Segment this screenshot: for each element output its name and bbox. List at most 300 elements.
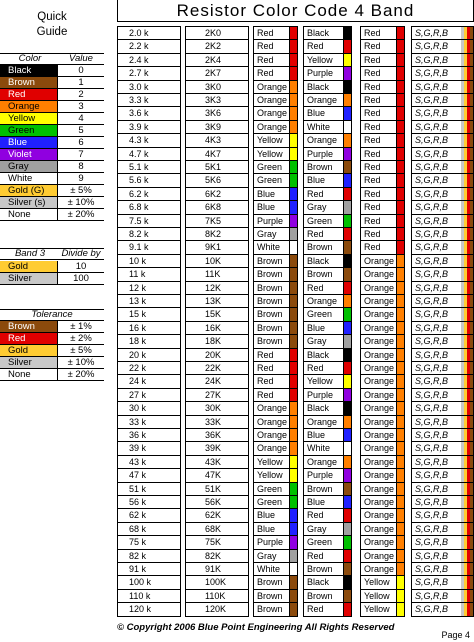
band3-cell [361,107,404,120]
band3-row [0,273,104,285]
cell-text: Yellow [257,135,283,146]
band-color-swatch [396,148,404,160]
tolerance-cell [412,308,473,321]
cell-text: Orange [364,309,395,320]
band3-cell [361,375,404,388]
tolerance-stripe [470,201,473,213]
color-value: 1 [78,77,84,88]
tolerance-stripes [461,509,473,521]
band1-cell [254,335,297,348]
band-color-swatch [343,456,351,468]
band-color-swatch [289,442,297,454]
tolerance-cell [412,335,473,348]
cell-text: Brown [307,483,333,494]
cell-text: 3K9 [205,121,222,132]
tolerance-stripe [470,241,473,253]
tolerance-stripe [470,429,473,441]
code-cell [186,134,248,147]
cell-text: Yellow [307,54,333,65]
cell-text: Red [364,68,381,79]
cell-text: Red [257,54,274,65]
band1-cell [254,148,297,161]
tolerance-cell [412,241,473,254]
cell-text: 30K [205,403,222,414]
band2-cell [304,81,351,94]
code-cell [186,550,248,563]
cell-text: Black [307,255,330,266]
cell-text: 24K [205,376,222,387]
band-color-swatch [289,469,297,481]
band1-cell [254,54,297,67]
band-color-swatch [396,81,404,93]
band-color-swatch [396,121,404,133]
band1-cell [254,268,297,281]
band-color-swatch [396,483,404,495]
cell-text: Orange [364,456,395,467]
tolerance-stripe [470,442,473,454]
tolerance-stripe [470,228,473,240]
tolerance-value: ± 20% [67,369,95,380]
tolerance-row [0,357,104,369]
band3-column [360,26,405,617]
band1-cell [254,107,297,120]
band-color-swatch [289,148,297,160]
cell-text: Orange [257,416,288,427]
cell-text: S,G,R,B [415,269,449,280]
cell-text: Blue [307,108,326,119]
cell-text: 4.3 k [129,135,149,146]
band2-cell [304,188,351,201]
cell-text: 33K [205,416,222,427]
cell-text: Orange [364,443,395,454]
band-color-swatch [396,375,404,387]
band-color-swatch [343,576,351,588]
band3-cell [361,496,404,509]
band-color-swatch [289,362,297,374]
band-color-swatch [396,550,404,562]
band-color-swatch [343,40,351,52]
cell-text: 3K6 [205,108,222,119]
cell-text: 12 k [129,282,147,293]
band-color-swatch [396,322,404,334]
band3-cell [361,81,404,94]
quick-guide-title-line2: Guide [36,26,68,38]
tolerance-value: ± 2% [70,333,92,344]
tolerance-stripe [470,496,473,508]
band3-color-swatch: Silver [0,273,58,284]
code-cell [186,188,248,201]
cell-text: Orange [257,121,288,132]
band2-cell [304,523,351,536]
tolerance-stripes [461,483,473,495]
value-cell [118,375,180,388]
cell-text: 4K3 [205,135,222,146]
cell-text: S,G,R,B [415,309,449,320]
band1-cell [254,469,297,482]
cell-text: 3.3 k [129,95,149,105]
tolerance-stripes [461,255,473,267]
band1-cell [254,228,297,241]
cell-text: 9.1 k [129,242,149,253]
tolerance-stripe [470,483,473,495]
code-cell [186,121,248,134]
band-color-swatch [396,349,404,361]
band-color-swatch [289,509,297,521]
band-color-swatch [396,188,404,200]
band2-cell [304,483,351,496]
cell-text: Orange [307,296,338,306]
band3-cell [361,416,404,429]
cell-text: S,G,R,B [415,456,449,467]
cell-text: S,G,R,B [415,162,449,172]
tolerance-cell [412,389,473,402]
band2-cell [304,268,351,281]
cell-text: 2K7 [205,68,222,79]
tolerance-stripe [470,416,473,428]
cell-text: S,G,R,B [415,282,449,293]
band-color-swatch [396,563,404,575]
tolerance-cell [412,456,473,469]
cell-text: S,G,R,B [415,121,449,132]
band-color-swatch [289,174,297,186]
tolerance-column [411,26,474,617]
color-color-swatch: Black [0,65,58,76]
band2-cell [304,536,351,549]
band-color-swatch [343,496,351,508]
cell-text: 10K [205,255,222,266]
cell-text: S,G,R,B [415,497,449,507]
band3-cell [361,255,404,268]
value-cell [118,496,180,509]
cell-text: 6.2 k [129,188,149,199]
band-color-swatch [289,563,297,575]
color-row [0,101,104,113]
cell-text: 5K1 [205,162,222,172]
tolerance-row [0,321,104,333]
band-color-swatch [343,550,351,562]
cell-text: Brown [307,242,333,253]
value-cell [118,81,180,94]
value-cell [118,308,180,321]
band-color-swatch [343,188,351,200]
code-cell [186,576,248,589]
cell-text: Orange [364,282,395,293]
code-cell [186,161,248,174]
tolerance-stripes [461,148,473,160]
tolerance-cell [412,576,473,589]
tolerance-cell [412,215,473,228]
cell-text: 22 k [129,363,147,373]
band3-header-left: Band 3 [14,248,46,259]
band1-cell [254,295,297,308]
cell-text: Blue [307,430,326,440]
cell-text: 100K [205,577,227,588]
code-cell [186,322,248,335]
cell-text: Black [307,577,330,588]
band3-cell [361,335,404,348]
tolerance-stripes [461,241,473,253]
quick-guide-title-line1: Quick [37,11,67,23]
color-row [0,65,104,77]
cell-text: Red [307,550,324,561]
band2-cell [304,174,351,187]
band-color-swatch [343,228,351,240]
cell-text: 39K [205,443,222,454]
band-color-swatch [289,536,297,548]
cell-text: Gray [307,523,327,534]
band-color-swatch [289,27,297,39]
band1-cell [254,174,297,187]
cell-text: 12K [205,282,222,293]
color-row [0,89,104,101]
cell-text: 9K1 [205,242,222,253]
band-color-swatch [396,255,404,267]
tolerance-stripes [461,27,473,39]
code-cell [186,228,248,241]
cell-text: Purple [257,215,284,226]
cell-text: 47K [205,470,222,481]
cell-text: Red [257,28,274,38]
cell-text: S,G,R,B [415,550,449,561]
tolerance-cell [412,174,473,187]
band-color-swatch [396,590,404,602]
band-color-swatch [289,268,297,280]
tolerance-cell [412,375,473,388]
band1-cell [254,429,297,442]
cell-text: Orange [257,95,288,105]
band3-cell [361,429,404,442]
tolerance-stripes [461,228,473,240]
cell-text: 82K [205,550,222,561]
code-cell [186,402,248,415]
cell-text: Brown [257,336,283,347]
cell-text: Orange [364,470,395,481]
color-row [0,173,104,185]
tolerance-stripe [470,322,473,334]
tolerance-row [0,369,104,381]
cell-text: Blue [257,523,276,534]
tolerance-cell [412,188,473,201]
value-cell [118,188,180,201]
value-cell [118,148,180,161]
cell-text: 68K [205,523,222,534]
color-value: ± 5% [70,185,92,196]
band-color-swatch [343,349,351,361]
cell-text: Red [364,148,381,159]
band3-cell [361,241,404,254]
cell-text: 4K7 [205,148,222,159]
band3-row [0,261,104,273]
band3-cell [361,268,404,281]
cell-text: 11 k [129,269,146,280]
value-cell [118,228,180,241]
code-cell [186,174,248,187]
tolerance-cell [412,67,473,80]
color-row [0,197,104,209]
tolerance-stripe [470,174,473,186]
band-color-swatch [289,188,297,200]
value-cell [118,389,180,402]
band-color-swatch [289,121,297,133]
band2-cell [304,201,351,214]
cell-text: S,G,R,B [415,135,449,146]
cell-text: Orange [364,564,395,574]
color-color-swatch: White [0,173,58,184]
tolerance-stripes [461,523,473,535]
cell-text: Brown [307,564,333,574]
band3-cell [361,536,404,549]
cell-text: 16K [205,322,222,333]
tolerance-stripes [461,94,473,106]
cell-text: S,G,R,B [415,188,449,199]
band-color-swatch [289,54,297,66]
cell-text: 3K3 [205,95,222,105]
band3-cell [361,576,404,589]
band2-cell [304,563,351,576]
cell-text: Blue [257,202,276,213]
cell-text: Orange [364,416,395,427]
cell-text: 2.2 k [129,41,149,52]
color-row [0,209,104,221]
cell-text: Red [307,229,324,239]
tolerance-stripes [461,603,473,615]
tolerance-stripes [461,496,473,508]
cell-text: Red [364,135,381,146]
band-color-swatch [289,134,297,146]
value-cell [118,523,180,536]
cell-text: Red [364,188,381,199]
tolerance-stripe [470,188,473,200]
cell-text: Red [364,54,381,65]
band-color-swatch [396,94,404,106]
cell-text: S,G,R,B [415,255,449,266]
code-cell [186,295,248,308]
band1-cell [254,483,297,496]
cell-text: Green [307,537,333,548]
cell-text: Orange [364,269,395,280]
tolerance-stripe [470,469,473,481]
value-cell [118,161,180,174]
cell-text: Red [307,510,324,521]
tolerance-cell [412,563,473,576]
cell-text: 5.6 k [129,175,149,186]
code-cell [186,40,248,53]
band-color-swatch [289,40,297,52]
band2-cell [304,590,351,603]
cell-text: 2K2 [205,41,222,52]
cell-text: 2K0 [205,28,222,38]
code-cell [186,27,248,40]
tolerance-stripe [470,362,473,374]
color-color-swatch: Yellow [0,113,58,124]
cell-text: Black [307,349,330,360]
tolerance-stripes [461,322,473,334]
tolerance-cell [412,54,473,67]
tolerance-header-label: Tolerance [31,309,73,320]
band-color-swatch [343,469,351,481]
band-color-swatch [396,576,404,588]
band1-cell [254,536,297,549]
code-cell [186,416,248,429]
color-color-swatch: Green [0,125,58,136]
cell-text: S,G,R,B [415,336,449,347]
cell-text: 27 k [129,389,147,400]
band2-cell [304,308,351,321]
band1-cell [254,576,297,589]
band-color-swatch [343,134,351,146]
band2-cell [304,349,351,362]
value-cell [118,536,180,549]
cell-text: Red [257,41,274,52]
band-color-swatch [289,215,297,227]
tolerance-stripes [461,134,473,146]
band3-header-right: Divide by [61,248,101,259]
color-value-header-right: Value [69,53,93,64]
cell-text: Red [364,162,381,172]
tolerance-cell [412,282,473,295]
cell-text: Blue [307,497,326,507]
tolerance-stripe [470,121,473,133]
tolerance-value: ± 5% [70,345,92,356]
cell-text: Brown [257,255,283,266]
tolerance-stripes [461,161,473,173]
tolerance-cell [412,590,473,603]
band-color-swatch [289,416,297,428]
cell-text: S,G,R,B [415,229,449,239]
band-color-swatch [289,576,297,588]
cell-text: Purple [307,148,334,159]
color-row [0,125,104,137]
tolerance-stripes [461,590,473,602]
color-value: 8 [78,161,84,172]
cell-text: Orange [364,430,395,440]
cell-text: 2K4 [205,54,222,65]
band3-cell [361,590,404,603]
band-color-swatch [289,107,297,119]
cell-text: Orange [364,510,395,521]
band1-cell [254,509,297,522]
band3-cell [361,483,404,496]
cell-text: Brown [257,604,283,615]
cell-text: Orange [307,456,338,467]
cell-text: 3.0 k [129,81,149,92]
cell-text: S,G,R,B [415,416,449,427]
cell-text: 2.4 k [129,54,149,65]
band1-cell [254,201,297,214]
tolerance-stripe [470,576,473,588]
band1-cell [254,603,297,616]
cell-text: Green [257,497,283,507]
cell-text: White [257,564,281,574]
cell-text: S,G,R,B [415,564,449,574]
band-color-swatch [289,349,297,361]
tolerance-stripe [470,40,473,52]
code-cell [186,563,248,576]
cell-text: Red [257,376,274,387]
tolerance-stripe [470,268,473,280]
value-cell [118,282,180,295]
cell-text: 16 k [129,322,147,333]
cell-text: S,G,R,B [415,470,449,481]
cell-text: S,G,R,B [415,215,449,226]
tolerance-cell [412,295,473,308]
cell-text: Orange [364,255,395,266]
band-color-swatch [343,429,351,441]
color-color-swatch: None [0,209,58,220]
value-cell [118,429,180,442]
tolerance-stripe [470,295,473,307]
cell-text: 2.7 k [129,68,149,79]
